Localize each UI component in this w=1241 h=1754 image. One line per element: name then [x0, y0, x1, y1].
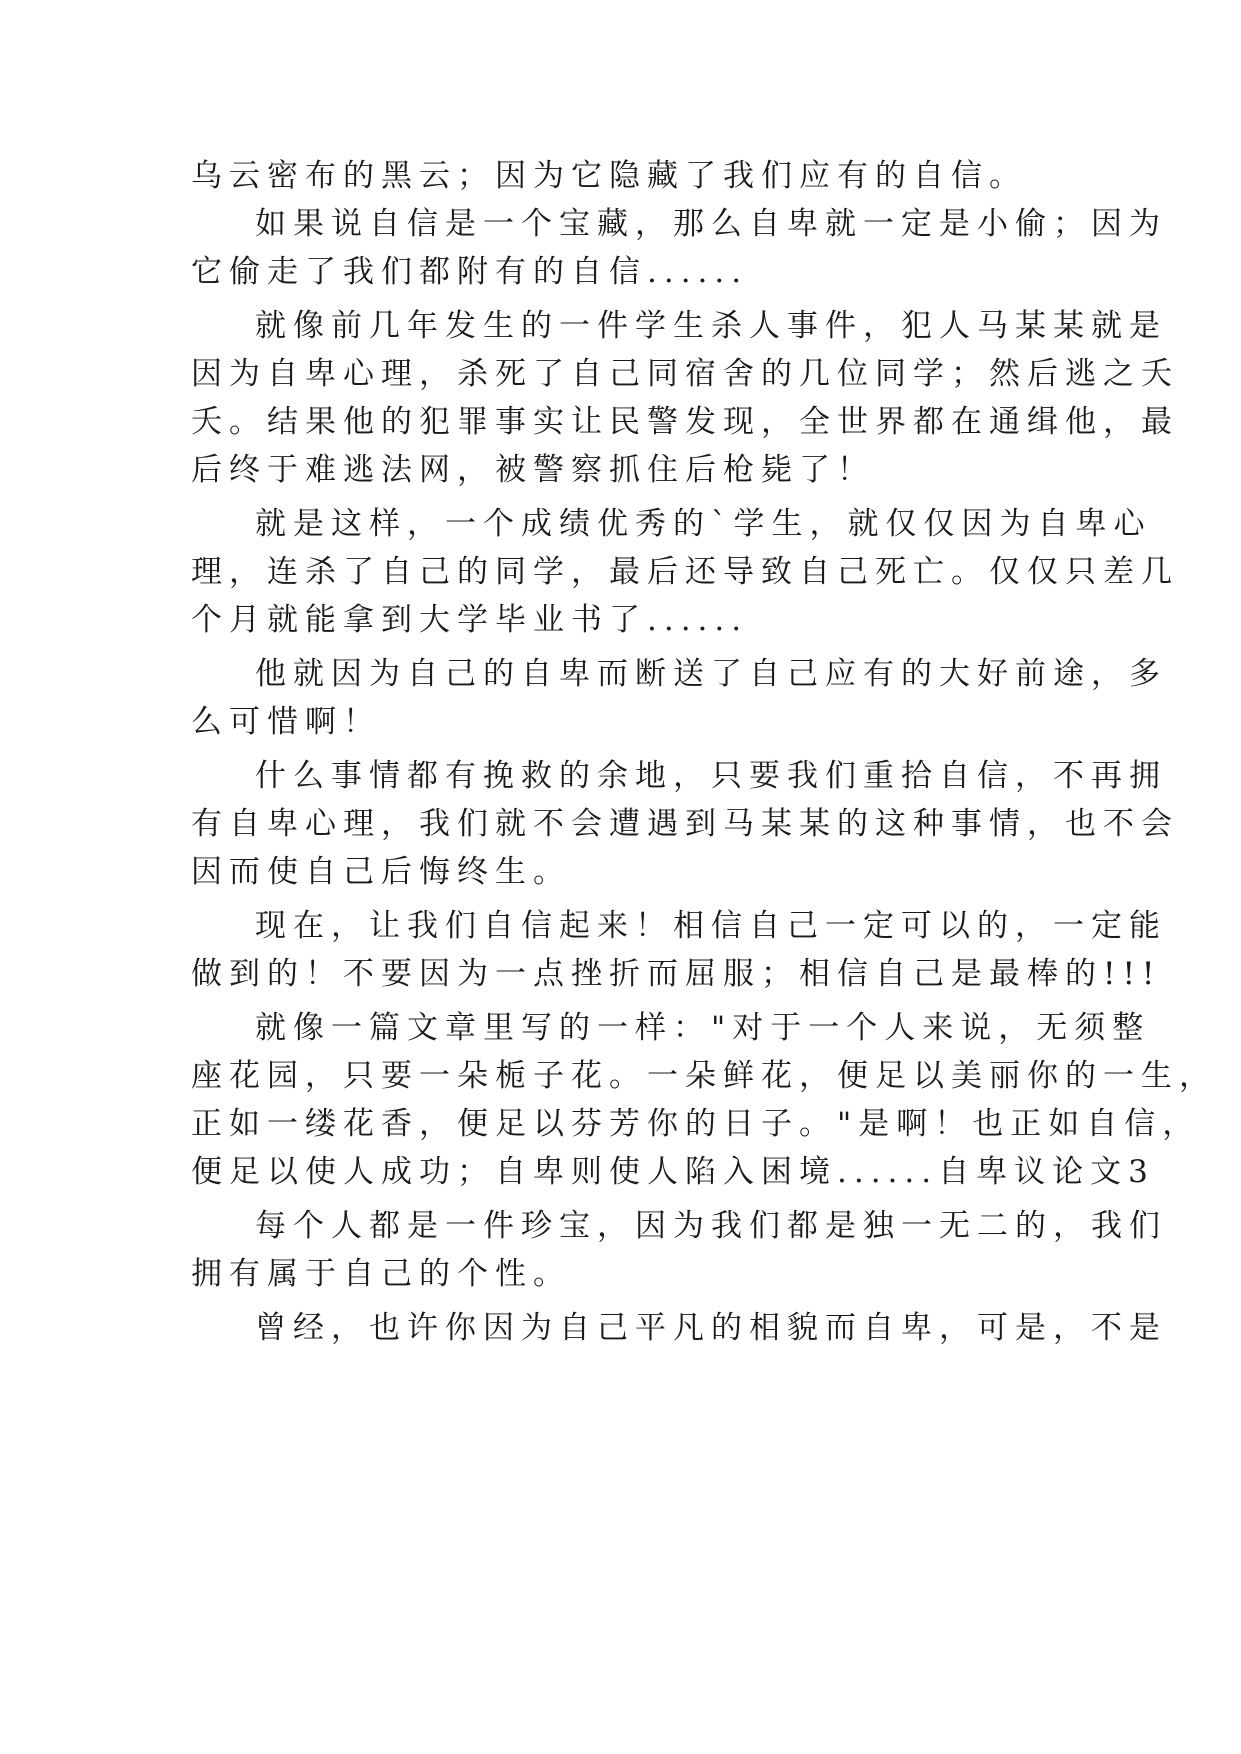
- text-line: 如果说自信是一个宝藏，那么自卑就一定是小偷；因为: [255, 206, 1167, 242]
- text-line: 夭。结果他的犯罪事实让民警发现，全世界都在通缉他，最: [191, 404, 1179, 440]
- text-line: 现在，让我们自信起来！相信自己一定可以的，一定能: [255, 908, 1167, 944]
- text-line: 什么事情都有挽救的余地，只要我们重拾自信，不再拥: [255, 758, 1167, 794]
- text-line: 有自卑心理，我们就不会遭遇到马某某的这种事情，也不会: [191, 806, 1179, 842]
- text-line: 就像一篇文章里写的一样："对于一个人来说，无须整: [255, 1010, 1151, 1046]
- text-line: 便足以使人成功；自卑则使人陷入困境......自卑议论文3: [191, 1154, 1155, 1190]
- text-line: 他就因为自己的自卑而断送了自己应有的大好前途，多: [255, 656, 1167, 692]
- text-line: 乌云密布的黑云；因为它隐藏了我们应有的自信。: [191, 158, 1027, 194]
- text-line: 正如一缕花香，便足以芬芳你的日子。"是啊！也正如自信，: [191, 1106, 1201, 1142]
- text-line: 就是这样，一个成绩优秀的`学生，就仅仅因为自卑心: [255, 506, 1152, 542]
- text-line: 因而使自己后悔终生。: [191, 854, 571, 890]
- text-line: 因为自卑心理，杀死了自己同宿舍的几位同学；然后逃之夭: [191, 356, 1179, 392]
- text-line: 后终于难逃法网，被警察抓住后枪毙了！: [191, 452, 875, 488]
- text-line: 么可惜啊！: [191, 704, 381, 740]
- text-line: 每个人都是一件珍宝，因为我们都是独一无二的，我们: [255, 1208, 1167, 1244]
- text-line: 做到的！不要因为一点挫折而屈服；相信自己是最棒的!!!: [191, 956, 1162, 992]
- text-line: 它偷走了我们都附有的自信......: [191, 254, 749, 290]
- text-line: 曾经，也许你因为自己平凡的相貌而自卑，可是，不是: [255, 1310, 1167, 1346]
- text-line: 就像前几年发生的一件学生杀人事件，犯人马某某就是: [255, 308, 1167, 344]
- text-line: 拥有属于自己的个性。: [191, 1256, 571, 1292]
- text-line: 座花园，只要一朵栀子花。一朵鲜花，便足以美丽你的一生，: [191, 1058, 1217, 1094]
- text-line: 理，连杀了自己的同学，最后还导致自己死亡。仅仅只差几: [191, 554, 1179, 590]
- text-line: 个月就能拿到大学毕业书了......: [191, 602, 749, 638]
